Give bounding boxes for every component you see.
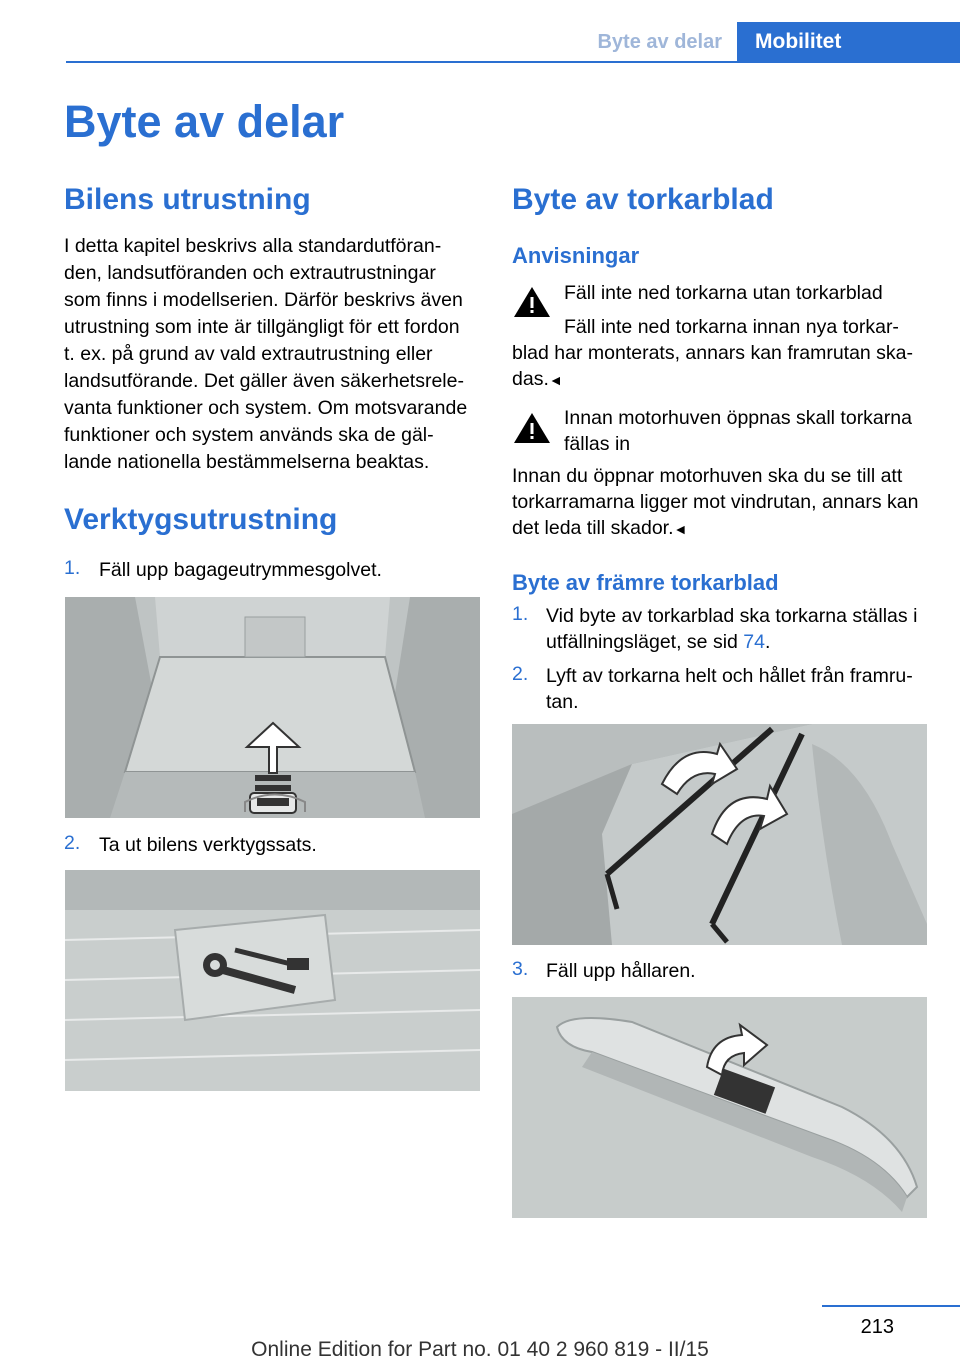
- step-text: tan.: [546, 691, 579, 713]
- page-title: Byte av delar: [64, 96, 345, 147]
- equipment-line: funktioner och system används ska de gäl-: [64, 424, 434, 446]
- header-chapter-tab: Mobilitet: [737, 22, 960, 62]
- warning-text: Innan du öppnar motorhuven ska du se till att: [512, 465, 903, 487]
- equipment-line: utrustning som inte är tillgängligt för ett fordon: [64, 316, 460, 338]
- step-text: Fäll upp bagageutrymmesgolvet.: [99, 559, 382, 581]
- notes-heading: Anvisningar: [512, 243, 640, 268]
- step-text: Ta ut bilens verktygssats.: [99, 834, 317, 856]
- step-number: 1.: [64, 557, 81, 579]
- page-reference-link[interactable]: 74: [743, 631, 765, 653]
- page-number: 213: [860, 1316, 894, 1338]
- equipment-line: t. ex. på grund av vald extrautrustning eller: [64, 343, 433, 365]
- equipment-line: lande nationella bestämmelserna beaktas.: [64, 451, 430, 473]
- step-text-part: .: [765, 631, 771, 653]
- step-text-part: utfällningsläget, se sid: [546, 631, 744, 653]
- step-text: Lyft av torkarna helt och hållet från framru-: [546, 665, 913, 687]
- footer-edition: Online Edition for Part no. 01 40 2 960 819 - II/15: [251, 1338, 709, 1361]
- equipment-heading: Bilens utrustning: [64, 183, 311, 216]
- warning-icon: [512, 285, 552, 319]
- step-number: 3.: [512, 958, 529, 980]
- header-rule: [66, 61, 960, 63]
- equipment-line: I detta kapitel beskrivs alla standardutföran-: [64, 235, 442, 257]
- wiper-removal-illustration: [512, 724, 927, 945]
- warning-title: fällas in: [564, 433, 631, 455]
- equipment-line: vanta funktioner och system. Om motsvarande: [64, 397, 468, 419]
- step-number: 2.: [64, 832, 81, 854]
- warning-text-end: [512, 515, 687, 543]
- warning-text: Fäll inte ned torkarna innan nya torkar-: [564, 316, 899, 338]
- end-mark-icon: ◄: [548, 372, 563, 388]
- tools-heading: Verktygsutrustning: [64, 503, 338, 536]
- warning-text-end: [512, 366, 563, 394]
- wiper-heading: Byte av torkarblad: [512, 183, 774, 216]
- step-number: 1.: [512, 603, 529, 625]
- equipment-line: som finns i modellserien. Därför beskrivs även: [64, 289, 463, 311]
- step-text: Vid byte av torkarblad ska torkarna ställas i: [546, 605, 918, 627]
- equipment-paragraph: [64, 233, 484, 476]
- warning-text: blad har monterats, annars kan framrutan ska-: [512, 342, 914, 364]
- warning-title: Fäll inte ned torkarna utan torkarblad: [564, 282, 883, 304]
- warning-text: torkarramarna ligger mot vindrutan, annars kan: [512, 491, 919, 513]
- holder-illustration: [512, 997, 927, 1218]
- equipment-line: den, landsutföranden och extrautrustningar: [64, 262, 436, 284]
- warning-title: Innan motorhuven öppnas skall torkarna: [564, 407, 912, 429]
- front-wiper-heading: Byte av främre torkarblad: [512, 570, 779, 595]
- warning-text: das.: [512, 368, 549, 390]
- step-text: [546, 629, 770, 656]
- end-mark-icon: ◄: [673, 521, 688, 537]
- step-text: Fäll upp hållaren.: [546, 960, 696, 982]
- trunk-floor-illustration: [65, 597, 480, 818]
- warning-text: det leda till skador.: [512, 517, 674, 539]
- header-section-tab: Byte av delar: [597, 31, 722, 53]
- equipment-line: landsutförande. Det gäller även säkerhetsrele-: [64, 370, 464, 392]
- toolkit-illustration: [65, 870, 480, 1091]
- warning-icon: [512, 411, 552, 445]
- step-number: 2.: [512, 663, 529, 685]
- footer-rule: [822, 1305, 960, 1307]
